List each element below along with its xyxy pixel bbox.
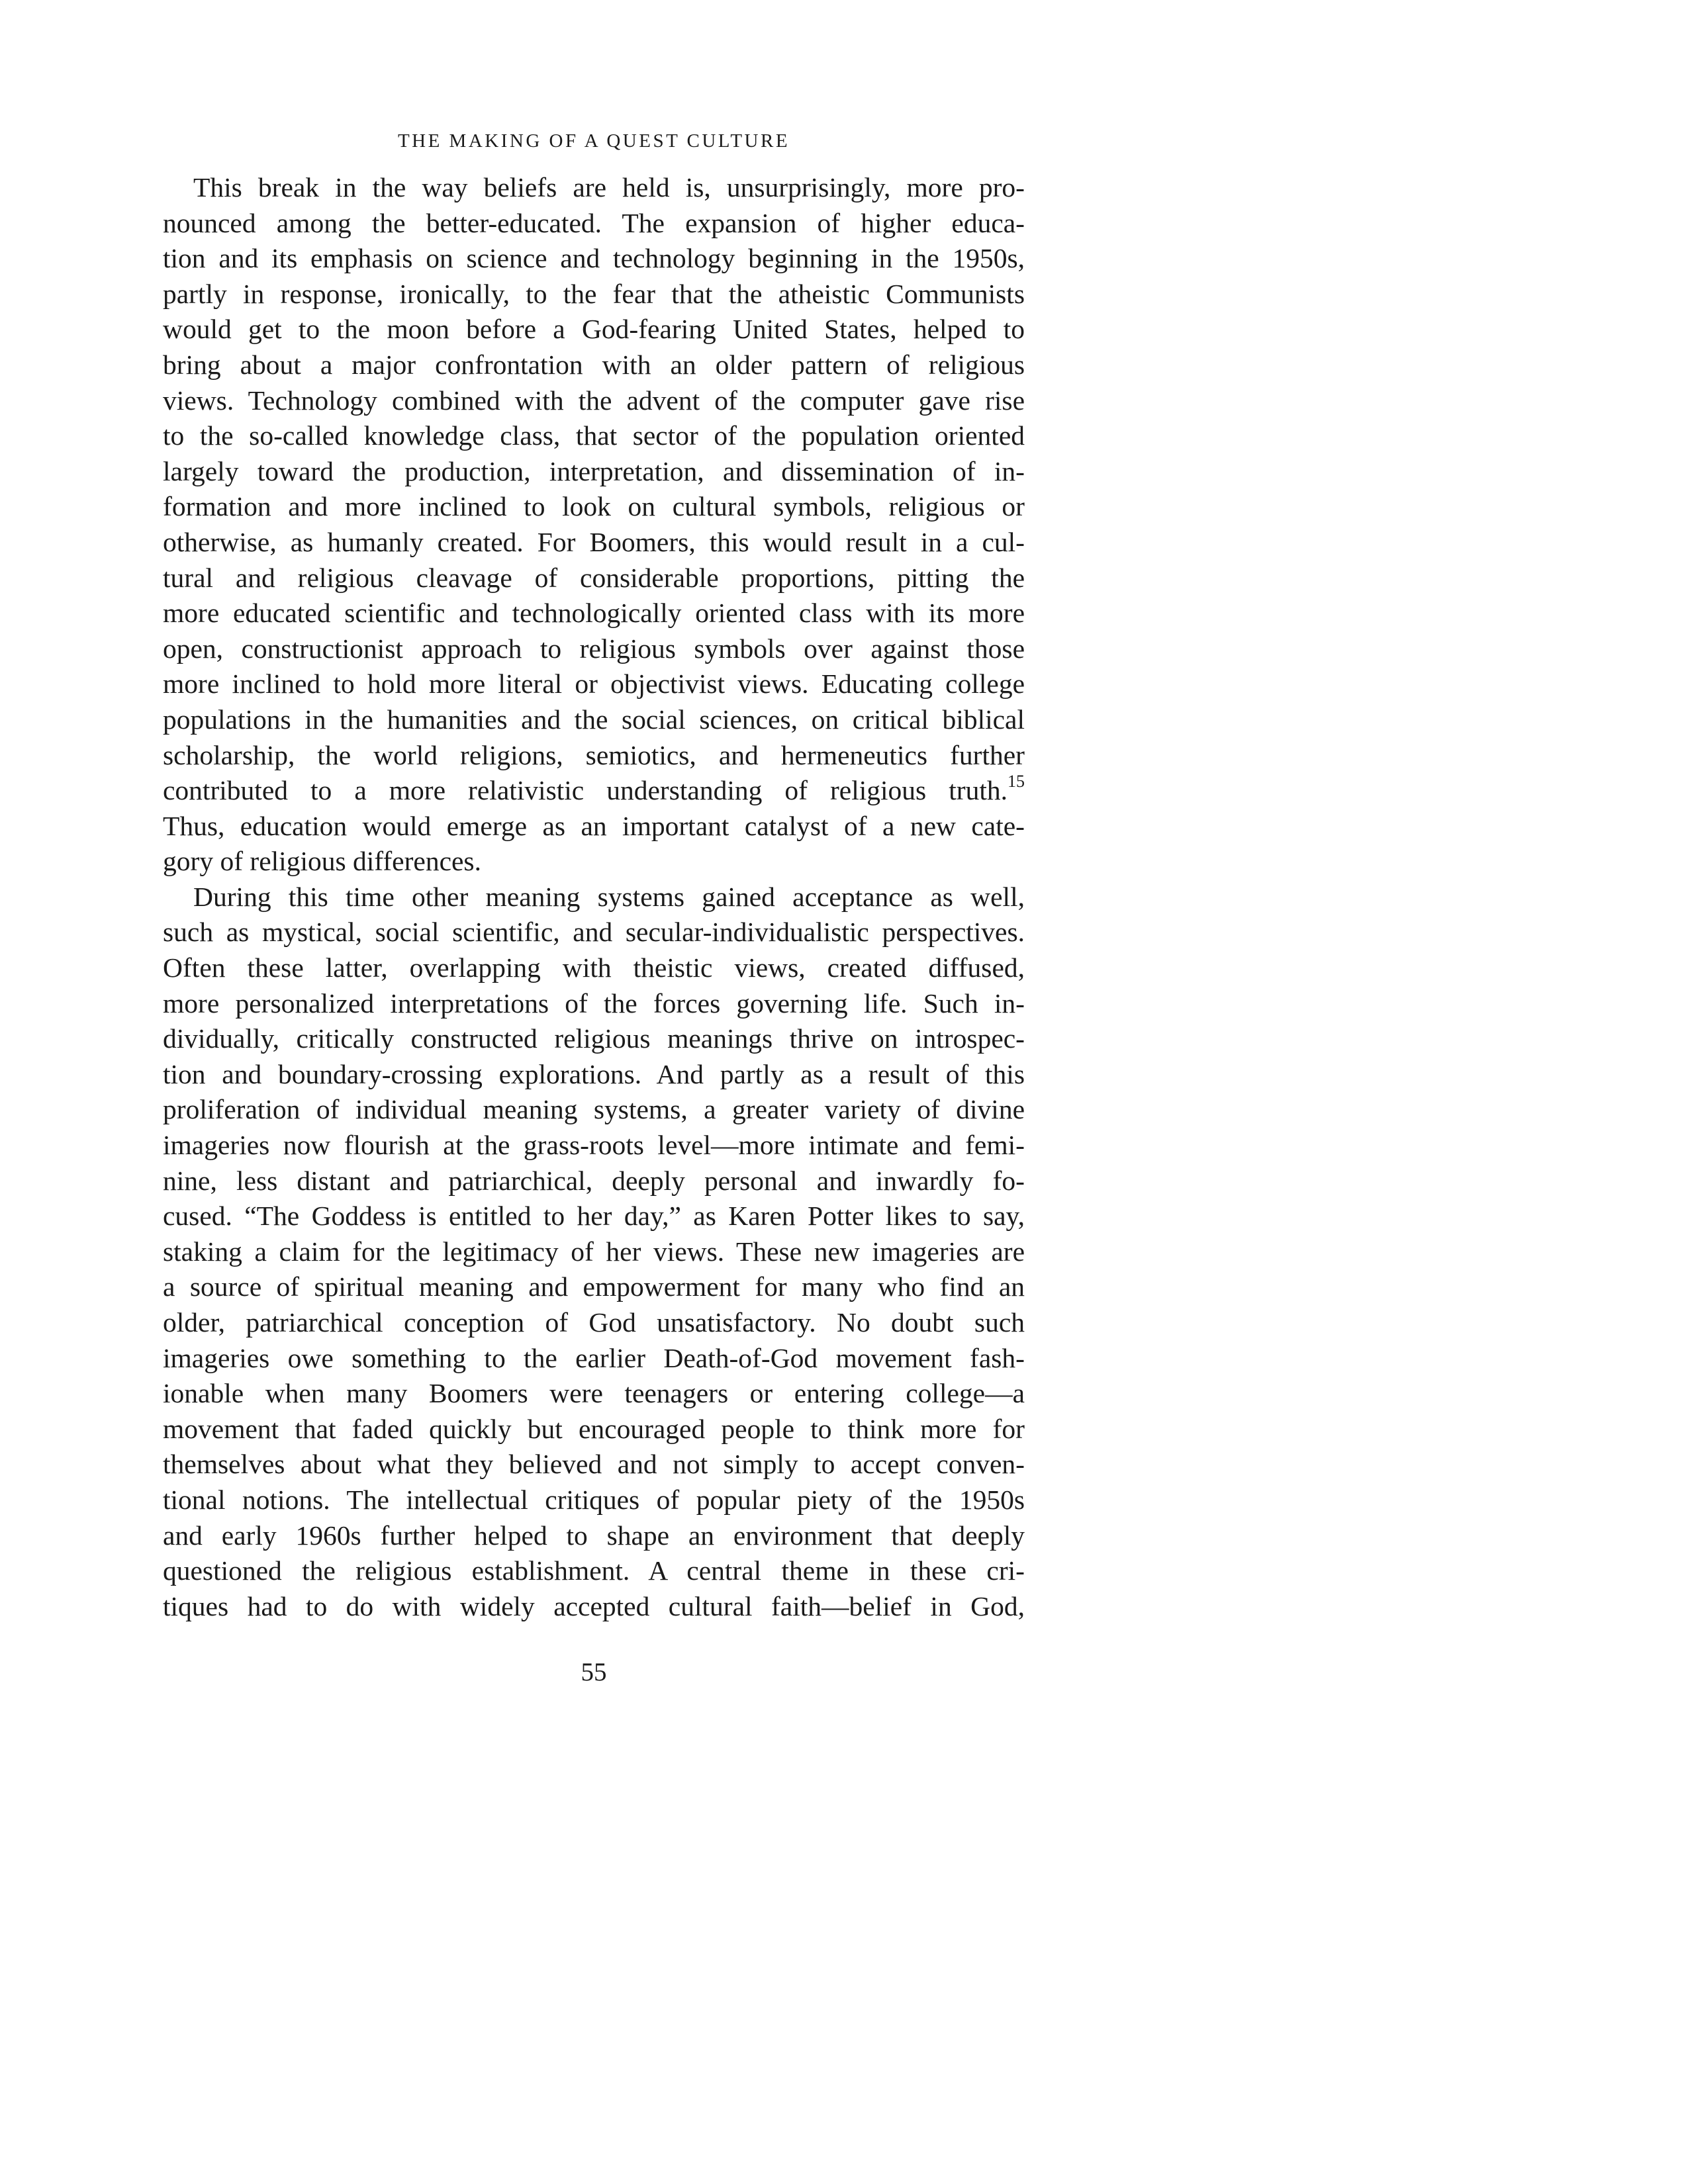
text-line: tional notions. The intellectual critiques of popular piety of the 1950s	[163, 1484, 1025, 1515]
text-line-with-footnote	[163, 773, 1025, 809]
running-head: THE MAKING OF A QUEST CULTURE	[397, 130, 790, 152]
text-line: tural and religious cleavage of considerable proportions, pitting the	[163, 562, 1025, 593]
text-line: formation and more inclined to look on cultural symbols, religious or	[163, 491, 1025, 522]
text-line: staking a claim for the legitimacy of her views. These new imageries are	[163, 1236, 1025, 1267]
text-line: older, patriarchical conception of God unsatisfactory. No doubt such	[163, 1307, 1025, 1338]
page-number: 55	[581, 1658, 607, 1686]
text-line: bring about a major confrontation with an older pattern of religious	[163, 349, 1025, 380]
text-line: gory of religious differences.	[163, 846, 481, 877]
text-line: Often these latter, overlapping with theistic views, created diffused,	[163, 952, 1025, 983]
text-line: partly in response, ironically, to the fear that the atheistic Communists	[163, 278, 1025, 309]
text-line: tion and boundary-crossing explorations. And partly as a result of this	[163, 1058, 1025, 1089]
text-line: would get to the moon before a God-fearing United States, helped to	[163, 314, 1025, 345]
text-line: and early 1960s further helped to shape an environment that deeply	[163, 1520, 1025, 1551]
text-line: This break in the way beliefs are held is, unsurprisingly, more pro-	[193, 172, 1025, 203]
text-line: imageries now flourish at the grass-roots level—more intimate and femi-	[163, 1130, 1025, 1161]
text-line: largely toward the production, interpretation, and dissemination of in-	[163, 455, 1025, 486]
text-line-content: contributed to a more relativistic understanding of religious truth.	[163, 775, 1008, 806]
text-line: questioned the religious establishment. A central theme in these cri-	[163, 1555, 1025, 1586]
text-line: tion and its emphasis on science and technology beginning in the 1950s,	[163, 243, 1025, 274]
text-line: more educated scientific and technologically oriented class with its more	[163, 598, 1025, 629]
text-line: movement that faded quickly but encouraged people to think more for	[163, 1413, 1025, 1444]
text-line: cused. “The Goddess is entitled to her day,” as Karen Potter likes to say,	[163, 1201, 1025, 1232]
text-line: themselves about what they believed and not simply to accept conven-	[163, 1449, 1025, 1480]
text-line: more inclined to hold more literal or objectivist views. Educating college	[163, 668, 1025, 700]
text-line: populations in the humanities and the social sciences, on critical biblical	[163, 704, 1025, 735]
text-line: nounced among the better-educated. The expansion of higher educa-	[163, 207, 1025, 238]
text-line: open, constructionist approach to religious symbols over against those	[163, 633, 1025, 664]
text-line: During this time other meaning systems gained acceptance as well,	[193, 881, 1025, 912]
body-text	[163, 170, 1025, 1624]
paragraph-2	[163, 880, 1025, 1624]
text-line: to the so-called knowledge class, that sector of the population oriented	[163, 420, 1025, 451]
text-line: views. Technology combined with the advent of the computer gave rise	[163, 385, 1025, 416]
text-line: more personalized interpretations of the forces governing life. Such in-	[163, 987, 1025, 1019]
text-line: dividually, critically constructed religious meanings thrive on introspec-	[163, 1023, 1025, 1054]
text-line: ionable when many Boomers were teenagers or entering college—a	[163, 1378, 1025, 1409]
text-line: nine, less distant and patriarchical, deeply personal and inwardly fo-	[163, 1165, 1025, 1196]
text-line: a source of spiritual meaning and empowerment for many who find an	[163, 1271, 1025, 1302]
text-line: such as mystical, social scientific, and secular-individualistic perspectives.	[163, 917, 1025, 948]
text-line: proliferation of individual meaning systems, a greater variety of divine	[163, 1094, 1025, 1125]
text-line: Thus, education would emerge as an important catalyst of a new cate-	[163, 810, 1025, 841]
paragraph-1	[163, 170, 1025, 880]
text-line: otherwise, as humanly created. For Boomers, this would result in a cul-	[163, 526, 1025, 557]
footnote-reference[interactable]: 15	[1008, 772, 1025, 792]
text-line: imageries owe something to the earlier Death-of-God movement fash-	[163, 1342, 1025, 1373]
text-line: scholarship, the world religions, semiotics, and hermeneutics further	[163, 739, 1025, 770]
text-line: tiques had to do with widely accepted cultural faith—belief in God,	[163, 1590, 1025, 1621]
